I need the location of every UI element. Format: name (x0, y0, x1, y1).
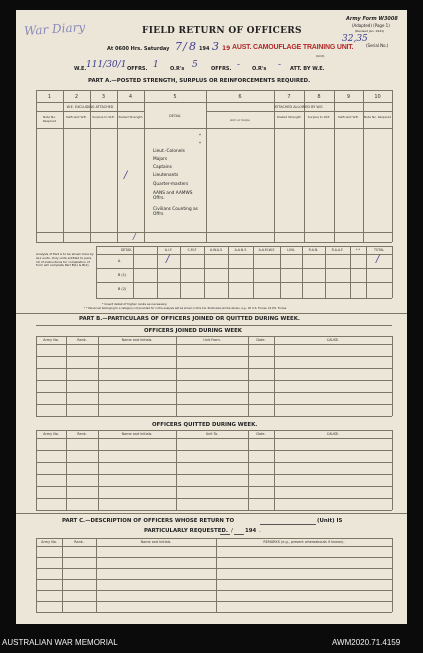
allowed-header: ATTACHED ALLOWED BY W.E. (274, 105, 324, 109)
col-number-5: 5 (173, 94, 177, 100)
part-c-requested: PARTICULARLY REQUESTED. (144, 528, 228, 534)
joined-grid-row-rule-3 (36, 380, 392, 381)
we-offrs-value: 1 (153, 60, 159, 70)
joined-grid-top-rule (36, 336, 392, 337)
we-ors-value: 5 (192, 60, 198, 70)
partc-col-line-4 (392, 538, 393, 612)
partc-row-rule-3 (36, 579, 392, 580)
joined-grid-col-line-5 (274, 336, 275, 416)
quitted-title: OFFICERS QUITTED DURING WEEK. (152, 422, 258, 428)
analysis-header-5: A.A.M.W.S (258, 248, 275, 252)
quitted-grid-col-header-5: CAUSE. (326, 432, 340, 436)
analysis-header-3: A.W.A.S (209, 248, 223, 252)
quitted-grid-col-header-0: Army No. (43, 432, 59, 436)
part-a-col-line-3 (117, 90, 118, 242)
col-number-3: 3 (101, 94, 106, 100)
col-number-7: 7 (287, 94, 291, 100)
quitted-grid-col-header-1: Rank. (77, 432, 87, 436)
analysis-header-6: LIVIL (287, 248, 295, 252)
partc-row-rule-6 (36, 612, 392, 613)
analysis-header-2: C.M.F (187, 248, 197, 252)
partc-col-line-3 (216, 538, 217, 612)
att-by-we-label: ATT. BY W.E. (290, 66, 325, 72)
analysis-row-rule-1 (96, 282, 392, 283)
detail-aans: AANS and AAMWS Offrs. (153, 191, 193, 201)
footer-institution: AUSTRALIAN WAR MEMORIAL (2, 638, 118, 647)
joined-title: OFFICERS JOINED DURING WEEK (144, 328, 242, 334)
detail-asterisk-2: * (199, 141, 201, 146)
detail-lieutenants: Lieutenants (153, 173, 179, 178)
quitted-grid-col-header-4: Date. (256, 432, 266, 436)
unit-stamp: AUST. CAMOUFLAGE TRAINING UNIT. (232, 44, 354, 51)
quitted-grid-col-line-2 (98, 430, 99, 510)
partc-header-rule (36, 546, 392, 547)
part-b-sub-rule (36, 325, 392, 326)
part-a-col-line-7 (304, 90, 305, 242)
part-a-bottom-rule (36, 242, 392, 243)
joined-grid-row-rule-1 (36, 356, 392, 357)
quitted-grid-col-line-6 (392, 430, 393, 510)
date-separator: / (183, 40, 187, 53)
partc-col-header-3: REMARKS (e.g., present whereabouts if known). (263, 540, 345, 544)
col-number-2: 2 (74, 94, 79, 100)
subheader-deficient: Deficient W.E. (66, 115, 87, 119)
unit-label: (Unit) (316, 54, 325, 58)
subheader-posted: Posted Strength (118, 115, 143, 119)
partc-col-line-0 (36, 538, 37, 612)
col-number-4: 4 (128, 94, 133, 100)
posted-total-mark: / (133, 232, 136, 241)
analysis-row-label-2: B (2) (118, 287, 127, 291)
analysis-total-mark: / (376, 254, 380, 265)
quitted-grid-col-line-1 (66, 430, 67, 510)
quitted-grid-col-line-5 (274, 430, 275, 510)
page-title: FIELD RETURN OF OFFICERS (142, 26, 302, 36)
partc-row-rule-4 (36, 590, 392, 591)
analysis-header-0: DETAIL (120, 248, 133, 252)
subheader-posted-2: Posted Strength (277, 115, 301, 119)
subheader-note-no: Note No. Required (42, 115, 57, 123)
analysis-header-8: R.A.A.F. (331, 248, 344, 252)
analysis-header-rule (96, 254, 392, 255)
we-ors2-label: O.R's (252, 66, 267, 72)
partc-col-line-1 (62, 538, 63, 612)
quitted-grid-row-rule-4 (36, 486, 392, 487)
partc-row-rule-1 (36, 557, 392, 558)
joined-grid-col-line-4 (248, 336, 249, 416)
analysis-col-line-12 (392, 246, 393, 298)
we-offrs2-value: - (237, 60, 241, 70)
joined-grid-col-header-0: Army No. (43, 338, 59, 342)
part-c-top-rule (16, 513, 407, 514)
joined-grid-header-rule (36, 344, 392, 345)
joined-grid-col-line-3 (176, 336, 177, 416)
joined-grid-col-header-5: CAUSE. (326, 338, 340, 342)
quitted-grid-col-line-3 (176, 430, 177, 510)
part-c-date-blank-2 (234, 534, 244, 535)
part-a-col-line-6 (274, 90, 275, 242)
joined-grid-col-line-2 (98, 336, 99, 416)
subheader-deficient-2: Deficient W.E. (338, 115, 359, 119)
we-ors-label: O.R's (170, 66, 185, 72)
joined-grid-row-rule-2 (36, 368, 392, 369)
subheader-surplus: Surplus to W.E. (92, 115, 115, 119)
detail-header: DETAIL (169, 114, 181, 118)
part-a-col-line-10 (392, 90, 393, 242)
detail-asterisk-1: * (199, 133, 201, 138)
col-number-10: 10 (374, 94, 381, 100)
col-number-8: 8 (317, 94, 321, 100)
part-c-date-blank-1 (220, 534, 230, 535)
quitted-grid-row-rule-3 (36, 474, 392, 475)
form-ref-line3: (Revised Jan. 1941) (355, 29, 385, 33)
part-c-unit-is: (Unit) IS (317, 518, 343, 524)
partc-row-rule-2 (36, 568, 392, 569)
year-suffix: 3 (212, 40, 219, 53)
joined-grid-col-line-6 (392, 336, 393, 416)
part-c-year: 194 (245, 528, 257, 534)
joined-grid-row-rule-6 (36, 416, 392, 417)
analysis-bottom-rule (96, 298, 392, 299)
we-label: W.E. (74, 66, 87, 72)
part-a-col-line-1 (63, 90, 64, 242)
quitted-grid-row-rule-1 (36, 450, 392, 451)
partc-top-rule (36, 538, 392, 539)
quitted-grid-col-line-4 (248, 430, 249, 510)
partc-col-header-1: Rank. (74, 540, 84, 544)
subheader-arm-corps: Arm or Corps (230, 118, 250, 122)
we-offrs2-label: OFFRS. (211, 66, 232, 72)
col-number-9: 9 (346, 94, 351, 100)
subheader-note-no-2: Note No. Required (363, 115, 392, 119)
serial-number: 32,35 (342, 34, 368, 44)
quitted-grid-col-line-0 (36, 430, 37, 510)
part-a-col-line-9 (363, 90, 364, 242)
serial-label: (Serial No.) (366, 43, 389, 48)
detail-captains: Captains (153, 165, 172, 170)
date-month: 8 (189, 40, 196, 53)
footer-accession: AWM2020.71.4159 (332, 638, 401, 647)
we-offrs-label: OFFRS. (127, 66, 148, 72)
quitted-grid-row-rule-5 (36, 498, 392, 499)
analysis-header-1: A.I.F. (164, 248, 173, 252)
analysis-row-label-1: B (1) (118, 273, 127, 277)
analysis-header-4: A.A.N.S (234, 248, 247, 252)
part-a-col-line-5 (206, 90, 207, 242)
we-excl-header: W.E. EXCLUDING ATTACHED (66, 105, 114, 109)
year-prefix: 194 (199, 46, 210, 52)
part-c-unit-blank (260, 524, 316, 525)
form-ref-line2: (Adapted) (Page 1) (352, 23, 390, 28)
part-b-top-rule (16, 313, 407, 314)
joined-grid-row-rule-5 (36, 404, 392, 405)
detail-civilians: Civilians Counting as Offrs (153, 207, 198, 217)
detail-quartermasters: Quarter-masters (153, 182, 189, 187)
partc-col-line-2 (96, 538, 97, 612)
part-a-col-line-4 (144, 90, 145, 242)
we-ors2-value: - (278, 60, 282, 70)
joined-grid-col-line-1 (66, 336, 67, 416)
joined-grid-col-header-4: Date. (256, 338, 266, 342)
form-ref-line1: Army Form W3008 (346, 16, 398, 22)
part-c-date-end: . (259, 528, 261, 534)
detail-lieut-colonels: Lieut.-Colonels (153, 149, 185, 154)
part-a-col-line-0 (36, 90, 37, 242)
at-hours-label: At 0600 Hrs. Saturday (107, 46, 170, 52)
group-header-rule-right (206, 111, 392, 112)
analysis-header-9: * * (355, 248, 361, 252)
col-number-1: 1 (47, 94, 52, 100)
quitted-grid-header-rule (36, 438, 392, 439)
analysis-footnote-2: * * Personnel belonging to a category not provided for in the analysis will be shown in this Col. Particulars will be shown, e.g., 20 U.S. Forces, 10 P.O. Forces. (84, 307, 287, 310)
partc-row-rule-5 (36, 601, 392, 602)
analysis-footnote-1: * Insert detail of higher ranks as necessary. (102, 302, 168, 306)
joined-grid-col-line-0 (36, 336, 37, 416)
detail-majors: Majors (153, 157, 168, 162)
partc-col-header-2: Name and Initials. (140, 540, 172, 544)
analysis-header-10: TOTAL (373, 248, 385, 252)
joined-grid-col-header-1: Rank. (77, 338, 87, 342)
analysis-row-label-0: A (118, 259, 121, 263)
part-c-heading: PART C.—DESCRIPTION OF OFFICERS WHOSE RETURN TO (62, 518, 235, 524)
analysis-row-rule-0 (96, 268, 392, 269)
quitted-grid-col-header-3: Unit To. (205, 432, 219, 436)
analysis-aif-mark: / (166, 254, 170, 265)
partc-col-header-0: Army No. (41, 540, 57, 544)
joined-grid-col-header-3: Unit From. (203, 338, 221, 342)
form-sheet (16, 10, 407, 624)
joined-grid-col-header-2: Name and Initials. (121, 338, 153, 342)
posted-strength-mark: / (124, 170, 128, 181)
analysis-header-7: R.A.N. (308, 248, 319, 252)
part-b-heading: PART B.—PARTICULARS OF OFFICERS JOINED OR QUITTED DURING WEEK. (79, 316, 300, 322)
war-diary-note: War Diary (23, 19, 86, 39)
quitted-grid-top-rule (36, 430, 392, 431)
part-a-heading: PART A.—POSTED STRENGTH, SURPLUS OR REINFORCEMENTS REQUIRED. (88, 78, 311, 84)
date-day: 7 (175, 40, 182, 53)
year-stamp: 19 (222, 45, 231, 52)
part-c-date-sep: / (231, 528, 233, 534)
quitted-grid-row-rule-2 (36, 462, 392, 463)
subheader-surplus-2: Surplus to W.E. (307, 115, 331, 119)
part-a-col-line-2 (90, 90, 91, 242)
quitted-grid-col-header-2: Name and Initials. (121, 432, 153, 436)
analysis-note: Analysis of Part A to be shown here by ALL units. Only units entitled to para. 10 of instructions for compilation of form will complete Part B(1) & B(2). (36, 252, 94, 268)
col-number-6: 6 (238, 94, 242, 100)
joined-grid-row-rule-4 (36, 392, 392, 393)
we-numbers: 111/30/1 (86, 60, 127, 70)
part-a-col-line-8 (334, 90, 335, 242)
analysis-top-rule (96, 246, 392, 247)
quitted-grid-row-rule-6 (36, 510, 392, 511)
